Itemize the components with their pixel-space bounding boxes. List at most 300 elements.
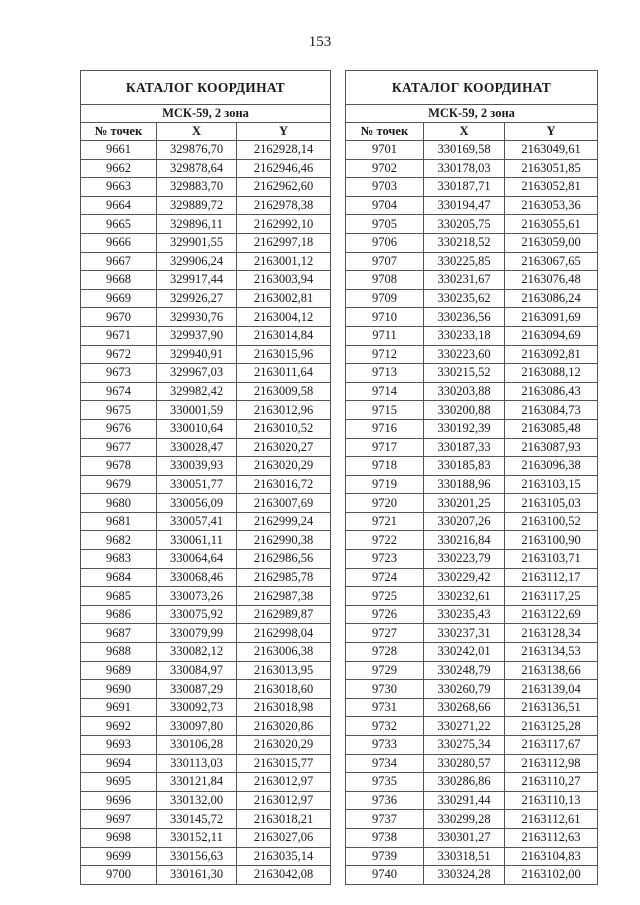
table-row — [81, 289, 331, 308]
point-number-cell: 9700 — [81, 866, 157, 885]
x-coordinate-cell: 329940,91 — [157, 345, 237, 364]
point-number-cell: 9730 — [346, 680, 424, 699]
table-row — [346, 494, 598, 513]
y-coordinate-cell: 2163002,81 — [237, 289, 331, 308]
y-coordinate-cell: 2163091,69 — [505, 308, 598, 327]
table-row — [81, 457, 331, 476]
table-row — [346, 717, 598, 736]
coordinate-system-label: МСК-59, 2 зона — [346, 105, 598, 123]
table-row — [346, 196, 598, 215]
y-coordinate-cell: 2163087,93 — [505, 438, 598, 457]
y-coordinate-cell: 2162985,78 — [237, 568, 331, 587]
y-coordinate-cell: 2163136,51 — [505, 698, 598, 717]
table-row — [346, 178, 598, 197]
catalog-title: КАТАЛОГ КООРДИНАТ — [81, 71, 331, 105]
table-row — [81, 736, 331, 755]
x-coordinate-cell: 330073,26 — [157, 587, 237, 606]
x-coordinate-cell: 330236,56 — [424, 308, 505, 327]
y-coordinate-cell: 2163004,12 — [237, 308, 331, 327]
table-row — [346, 568, 598, 587]
column-header-x: X — [157, 123, 237, 141]
y-coordinate-cell: 2163010,52 — [237, 419, 331, 438]
x-coordinate-cell: 330242,01 — [424, 643, 505, 662]
y-coordinate-cell: 2163051,85 — [505, 159, 598, 178]
point-number-cell: 9689 — [81, 661, 157, 680]
x-coordinate-cell: 330061,11 — [157, 531, 237, 550]
table-row — [81, 401, 331, 420]
point-number-cell: 9668 — [81, 271, 157, 290]
table-row — [81, 475, 331, 494]
y-coordinate-cell: 2163086,24 — [505, 289, 598, 308]
x-coordinate-cell: 330207,26 — [424, 512, 505, 531]
point-number-cell: 9684 — [81, 568, 157, 587]
point-number-cell: 9703 — [346, 178, 424, 197]
table-row — [346, 531, 598, 550]
y-coordinate-cell: 2162946,46 — [237, 159, 331, 178]
x-coordinate-cell: 330275,34 — [424, 736, 505, 755]
y-coordinate-cell: 2163084,73 — [505, 401, 598, 420]
point-number-cell: 9683 — [81, 550, 157, 569]
table-row — [346, 308, 598, 327]
point-number-cell: 9662 — [81, 159, 157, 178]
x-coordinate-cell: 329878,64 — [157, 159, 237, 178]
x-coordinate-cell: 330156,63 — [157, 847, 237, 866]
table-row — [81, 438, 331, 457]
y-coordinate-cell: 2163134,53 — [505, 643, 598, 662]
table-row — [81, 512, 331, 531]
table-row — [346, 457, 598, 476]
point-number-cell: 9696 — [81, 791, 157, 810]
x-coordinate-cell: 330301,27 — [424, 828, 505, 847]
coordinate-catalog-table-right — [345, 70, 598, 885]
y-coordinate-cell: 2163027,06 — [237, 828, 331, 847]
x-coordinate-cell: 329917,44 — [157, 271, 237, 290]
x-coordinate-cell: 330229,42 — [424, 568, 505, 587]
point-number-cell: 9725 — [346, 587, 424, 606]
table-row — [346, 512, 598, 531]
x-coordinate-cell: 329876,70 — [157, 141, 237, 160]
table-row — [81, 680, 331, 699]
x-coordinate-cell: 330200,88 — [424, 401, 505, 420]
point-number-cell: 9673 — [81, 364, 157, 383]
x-coordinate-cell: 329930,76 — [157, 308, 237, 327]
x-coordinate-cell: 330068,46 — [157, 568, 237, 587]
table-row — [346, 252, 598, 271]
table-row — [346, 345, 598, 364]
y-coordinate-cell: 2163012,96 — [237, 401, 331, 420]
x-coordinate-cell: 330028,47 — [157, 438, 237, 457]
table-row — [81, 345, 331, 364]
column-header-y: Y — [237, 123, 331, 141]
y-coordinate-cell: 2163020,29 — [237, 736, 331, 755]
column-header-point-number: № точек — [81, 123, 157, 141]
point-number-cell: 9727 — [346, 624, 424, 643]
point-number-cell: 9734 — [346, 754, 424, 773]
y-coordinate-cell: 2163016,72 — [237, 475, 331, 494]
table-row — [81, 624, 331, 643]
x-coordinate-cell: 329901,55 — [157, 233, 237, 252]
x-coordinate-cell: 330286,86 — [424, 773, 505, 792]
x-coordinate-cell: 329982,42 — [157, 382, 237, 401]
y-coordinate-cell: 2163018,60 — [237, 680, 331, 699]
x-coordinate-cell: 330178,03 — [424, 159, 505, 178]
y-coordinate-cell: 2163042,08 — [237, 866, 331, 885]
x-coordinate-cell: 330225,85 — [424, 252, 505, 271]
x-coordinate-cell: 330318,51 — [424, 847, 505, 866]
y-coordinate-cell: 2163012,97 — [237, 791, 331, 810]
table-row — [346, 401, 598, 420]
table-row — [346, 624, 598, 643]
table-row — [346, 866, 598, 885]
table-row — [81, 233, 331, 252]
point-number-cell: 9722 — [346, 531, 424, 550]
x-coordinate-cell: 330001,59 — [157, 401, 237, 420]
x-coordinate-cell: 330271,22 — [424, 717, 505, 736]
x-coordinate-cell: 330280,57 — [424, 754, 505, 773]
x-coordinate-cell: 330194,47 — [424, 196, 505, 215]
y-coordinate-cell: 2163006,38 — [237, 643, 331, 662]
y-coordinate-cell: 2163049,61 — [505, 141, 598, 160]
x-coordinate-cell: 330145,72 — [157, 810, 237, 829]
point-number-cell: 9687 — [81, 624, 157, 643]
table-row — [81, 308, 331, 327]
x-coordinate-cell: 330188,96 — [424, 475, 505, 494]
table-row — [346, 271, 598, 290]
point-number-cell: 9718 — [346, 457, 424, 476]
table-row — [346, 215, 598, 234]
table-row — [346, 643, 598, 662]
x-coordinate-cell: 330299,28 — [424, 810, 505, 829]
y-coordinate-cell: 2163086,43 — [505, 382, 598, 401]
column-header-y: Y — [505, 123, 598, 141]
x-coordinate-cell: 330152,11 — [157, 828, 237, 847]
x-coordinate-cell: 330291,44 — [424, 791, 505, 810]
point-number-cell: 9702 — [346, 159, 424, 178]
point-number-cell: 9681 — [81, 512, 157, 531]
point-number-cell: 9712 — [346, 345, 424, 364]
x-coordinate-cell: 330161,30 — [157, 866, 237, 885]
y-coordinate-cell: 2163104,83 — [505, 847, 598, 866]
x-coordinate-cell: 330039,93 — [157, 457, 237, 476]
x-coordinate-cell: 329896,11 — [157, 215, 237, 234]
y-coordinate-cell: 2163012,97 — [237, 773, 331, 792]
y-coordinate-cell: 2163110,13 — [505, 791, 598, 810]
y-coordinate-cell: 2163094,69 — [505, 326, 598, 345]
table-row — [81, 754, 331, 773]
point-number-cell: 9666 — [81, 233, 157, 252]
point-number-cell: 9694 — [81, 754, 157, 773]
table-row — [81, 419, 331, 438]
point-number-cell: 9682 — [81, 531, 157, 550]
table-row — [81, 159, 331, 178]
point-number-cell: 9691 — [81, 698, 157, 717]
table-row — [81, 643, 331, 662]
point-number-cell: 9716 — [346, 419, 424, 438]
table-row — [346, 159, 598, 178]
table-row — [81, 196, 331, 215]
x-coordinate-cell: 330051,77 — [157, 475, 237, 494]
point-number-cell: 9671 — [81, 326, 157, 345]
y-coordinate-cell: 2163035,14 — [237, 847, 331, 866]
point-number-cell: 9675 — [81, 401, 157, 420]
x-coordinate-cell: 330232,61 — [424, 587, 505, 606]
x-coordinate-cell: 330248,79 — [424, 661, 505, 680]
x-coordinate-cell: 329883,70 — [157, 178, 237, 197]
x-coordinate-cell: 330215,52 — [424, 364, 505, 383]
y-coordinate-cell: 2162998,04 — [237, 624, 331, 643]
point-number-cell: 9731 — [346, 698, 424, 717]
point-number-cell: 9717 — [346, 438, 424, 457]
table-row — [81, 698, 331, 717]
y-coordinate-cell: 2163100,52 — [505, 512, 598, 531]
x-coordinate-cell: 330203,88 — [424, 382, 505, 401]
table-row — [346, 364, 598, 383]
x-coordinate-cell: 329926,27 — [157, 289, 237, 308]
point-number-cell: 9710 — [346, 308, 424, 327]
x-coordinate-cell: 330187,71 — [424, 178, 505, 197]
table-row — [346, 810, 598, 829]
x-coordinate-cell: 330087,29 — [157, 680, 237, 699]
point-number-cell: 9672 — [81, 345, 157, 364]
x-coordinate-cell: 330113,03 — [157, 754, 237, 773]
point-number-cell: 9709 — [346, 289, 424, 308]
y-coordinate-cell: 2163117,25 — [505, 587, 598, 606]
table-row — [81, 178, 331, 197]
x-coordinate-cell: 330185,83 — [424, 457, 505, 476]
x-coordinate-cell: 330010,64 — [157, 419, 237, 438]
y-coordinate-cell: 2163105,03 — [505, 494, 598, 513]
table-row — [346, 661, 598, 680]
point-number-cell: 9724 — [346, 568, 424, 587]
table-row — [81, 828, 331, 847]
y-coordinate-cell: 2163018,21 — [237, 810, 331, 829]
table-row — [346, 141, 598, 160]
y-coordinate-cell: 2163067,65 — [505, 252, 598, 271]
table-row — [346, 233, 598, 252]
table-row — [346, 754, 598, 773]
y-coordinate-cell: 2163103,15 — [505, 475, 598, 494]
y-coordinate-cell: 2162928,14 — [237, 141, 331, 160]
table-row — [81, 364, 331, 383]
table-row — [346, 698, 598, 717]
y-coordinate-cell: 2163059,00 — [505, 233, 598, 252]
y-coordinate-cell: 2163128,34 — [505, 624, 598, 643]
column-header-point-number: № точек — [346, 123, 424, 141]
x-coordinate-cell: 330056,09 — [157, 494, 237, 513]
point-number-cell: 9732 — [346, 717, 424, 736]
point-number-cell: 9693 — [81, 736, 157, 755]
catalog-rows — [81, 141, 331, 885]
y-coordinate-cell: 2163088,12 — [505, 364, 598, 383]
point-number-cell: 9664 — [81, 196, 157, 215]
y-coordinate-cell: 2163015,77 — [237, 754, 331, 773]
table-row — [81, 252, 331, 271]
page-number: 153 — [308, 34, 332, 50]
point-number-cell: 9707 — [346, 252, 424, 271]
catalog-rows — [346, 141, 598, 885]
x-coordinate-cell: 330324,28 — [424, 866, 505, 885]
table-row — [81, 326, 331, 345]
y-coordinate-cell: 2162978,38 — [237, 196, 331, 215]
y-coordinate-cell: 2163013,95 — [237, 661, 331, 680]
y-coordinate-cell: 2163015,96 — [237, 345, 331, 364]
x-coordinate-cell: 330260,79 — [424, 680, 505, 699]
table-row — [346, 791, 598, 810]
x-coordinate-cell: 330097,80 — [157, 717, 237, 736]
x-coordinate-cell: 330079,99 — [157, 624, 237, 643]
point-number-cell: 9686 — [81, 605, 157, 624]
table-row — [346, 326, 598, 345]
point-number-cell: 9726 — [346, 605, 424, 624]
y-coordinate-cell: 2163014,84 — [237, 326, 331, 345]
point-number-cell: 9674 — [81, 382, 157, 401]
point-number-cell: 9704 — [346, 196, 424, 215]
y-coordinate-cell: 2163011,64 — [237, 364, 331, 383]
table-row — [346, 605, 598, 624]
table-row — [81, 550, 331, 569]
x-coordinate-cell: 330121,84 — [157, 773, 237, 792]
x-coordinate-cell: 330223,79 — [424, 550, 505, 569]
y-coordinate-cell: 2162990,38 — [237, 531, 331, 550]
point-number-cell: 9714 — [346, 382, 424, 401]
point-number-cell: 9708 — [346, 271, 424, 290]
x-coordinate-cell: 330082,12 — [157, 643, 237, 662]
point-number-cell: 9706 — [346, 233, 424, 252]
table-row — [81, 847, 331, 866]
table-row — [81, 215, 331, 234]
table-row — [346, 828, 598, 847]
x-coordinate-cell: 330216,84 — [424, 531, 505, 550]
table-row — [81, 661, 331, 680]
table-row — [81, 382, 331, 401]
column-header-x: X — [424, 123, 505, 141]
point-number-cell: 9670 — [81, 308, 157, 327]
table-row — [81, 810, 331, 829]
point-number-cell: 9661 — [81, 141, 157, 160]
y-coordinate-cell: 2163020,29 — [237, 457, 331, 476]
table-row — [81, 568, 331, 587]
x-coordinate-cell: 330075,92 — [157, 605, 237, 624]
y-coordinate-cell: 2163018,98 — [237, 698, 331, 717]
y-coordinate-cell: 2163112,63 — [505, 828, 598, 847]
table-row — [81, 587, 331, 606]
y-coordinate-cell: 2163020,27 — [237, 438, 331, 457]
table-row — [81, 271, 331, 290]
point-number-cell: 9728 — [346, 643, 424, 662]
table-row — [81, 791, 331, 810]
table-row — [81, 866, 331, 885]
table-row — [346, 736, 598, 755]
catalog-title: КАТАЛОГ КООРДИНАТ — [346, 71, 598, 105]
point-number-cell: 9677 — [81, 438, 157, 457]
point-number-cell: 9680 — [81, 494, 157, 513]
table-row — [346, 773, 598, 792]
point-number-cell: 9740 — [346, 866, 424, 885]
y-coordinate-cell: 2163003,94 — [237, 271, 331, 290]
x-coordinate-cell: 330064,64 — [157, 550, 237, 569]
point-number-cell: 9721 — [346, 512, 424, 531]
y-coordinate-cell: 2162962,60 — [237, 178, 331, 197]
table-row — [81, 605, 331, 624]
point-number-cell: 9688 — [81, 643, 157, 662]
x-coordinate-cell: 330092,73 — [157, 698, 237, 717]
x-coordinate-cell: 330237,31 — [424, 624, 505, 643]
table-row — [346, 382, 598, 401]
x-coordinate-cell: 330205,75 — [424, 215, 505, 234]
table-row — [346, 680, 598, 699]
point-number-cell: 9729 — [346, 661, 424, 680]
point-number-cell: 9739 — [346, 847, 424, 866]
x-coordinate-cell: 330218,52 — [424, 233, 505, 252]
point-number-cell: 9667 — [81, 252, 157, 271]
table-row — [346, 587, 598, 606]
y-coordinate-cell: 2163020,86 — [237, 717, 331, 736]
point-number-cell: 9698 — [81, 828, 157, 847]
x-coordinate-cell: 330192,39 — [424, 419, 505, 438]
y-coordinate-cell: 2163102,00 — [505, 866, 598, 885]
y-coordinate-cell: 2163096,38 — [505, 457, 598, 476]
point-number-cell: 9733 — [346, 736, 424, 755]
point-number-cell: 9695 — [81, 773, 157, 792]
y-coordinate-cell: 2163085,48 — [505, 419, 598, 438]
point-number-cell: 9723 — [346, 550, 424, 569]
point-number-cell: 9676 — [81, 419, 157, 438]
x-coordinate-cell: 330106,28 — [157, 736, 237, 755]
y-coordinate-cell: 2163100,90 — [505, 531, 598, 550]
x-coordinate-cell: 330132,00 — [157, 791, 237, 810]
point-number-cell: 9711 — [346, 326, 424, 345]
y-coordinate-cell: 2162987,38 — [237, 587, 331, 606]
y-coordinate-cell: 2163055,61 — [505, 215, 598, 234]
y-coordinate-cell: 2163092,81 — [505, 345, 598, 364]
table-row — [81, 494, 331, 513]
y-coordinate-cell: 2162997,18 — [237, 233, 331, 252]
x-coordinate-cell: 330084,97 — [157, 661, 237, 680]
y-coordinate-cell: 2163001,12 — [237, 252, 331, 271]
y-coordinate-cell: 2163053,36 — [505, 196, 598, 215]
y-coordinate-cell: 2163007,69 — [237, 494, 331, 513]
point-number-cell: 9678 — [81, 457, 157, 476]
point-number-cell: 9669 — [81, 289, 157, 308]
table-row — [346, 847, 598, 866]
y-coordinate-cell: 2162986,56 — [237, 550, 331, 569]
table-row — [81, 717, 331, 736]
point-number-cell: 9737 — [346, 810, 424, 829]
y-coordinate-cell: 2162999,24 — [237, 512, 331, 531]
point-number-cell: 9738 — [346, 828, 424, 847]
table-row — [346, 550, 598, 569]
x-coordinate-cell: 330201,25 — [424, 494, 505, 513]
point-number-cell: 9663 — [81, 178, 157, 197]
point-number-cell: 9701 — [346, 141, 424, 160]
point-number-cell: 9720 — [346, 494, 424, 513]
y-coordinate-cell: 2163112,17 — [505, 568, 598, 587]
x-coordinate-cell: 329937,90 — [157, 326, 237, 345]
table-row — [346, 419, 598, 438]
table-row — [81, 141, 331, 160]
x-coordinate-cell: 330187,33 — [424, 438, 505, 457]
y-coordinate-cell: 2163110,27 — [505, 773, 598, 792]
point-number-cell: 9705 — [346, 215, 424, 234]
y-coordinate-cell: 2162989,87 — [237, 605, 331, 624]
x-coordinate-cell: 329967,03 — [157, 364, 237, 383]
x-coordinate-cell: 330233,18 — [424, 326, 505, 345]
y-coordinate-cell: 2162992,10 — [237, 215, 331, 234]
table-row — [81, 531, 331, 550]
point-number-cell: 9692 — [81, 717, 157, 736]
coordinate-catalog-table-left — [80, 70, 331, 885]
x-coordinate-cell: 329889,72 — [157, 196, 237, 215]
